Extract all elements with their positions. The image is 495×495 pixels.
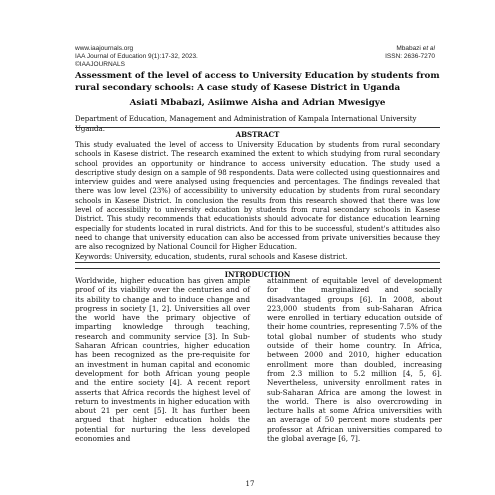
introduction-column-right: attainment of equitable level of development for the marginalized and socially disadvantaged groups [6]. In 2008, about 223,000 students from sub-Saharan Africa were enrolled in tertiary education outside of their home countries, representing 7.5% of the total global number of students who study outside of their home country. In Africa, between 2000 and 2010, higher education enrollment more than doubled, increasing from 2.3 million to 5.2 million [4, 5, 6]. Nevertheless, university enrollment rates in sub-Saharan Africa are among the lowest in the world. There is also overcrowding in lecture halls at some Africa universities with an average of 50 percent more students per professor at African universities compared to the global average [6, 7]. xyxy=(267,276,442,444)
page-number: 17 xyxy=(245,480,255,488)
paper-authors: Asiati Mbabazi, Asiimwe Aisha and Adrian Mwesigye xyxy=(129,98,386,108)
running-header xyxy=(360,45,435,61)
running-author-etal: et al xyxy=(422,45,435,52)
introduction-heading: INTRODUCTION xyxy=(75,268,440,279)
journal-citation: IAA Journal of Education 9(1):17-32, 2023. xyxy=(75,53,198,60)
running-author xyxy=(360,45,435,53)
abstract-heading: ABSTRACT xyxy=(235,130,280,139)
paper-title: Assessment of the level of access to University Education by students from rural secondary schools: A case study of Kasese District in Uganda xyxy=(75,71,440,93)
paper-affiliation: Department of Education, Management and Administration of Kampala International University Uganda. xyxy=(75,115,417,133)
journal-header xyxy=(75,45,198,69)
running-author-name: Mbabazi xyxy=(396,45,421,52)
issn: ISSN: 2636-7270 xyxy=(385,53,435,60)
introduction-column-left: Worldwide, higher education has given ample proof of its viability over the centuries and of its ability to change and to induce change and progress in society [1, 2]. Universities all over the world have the primary objective of imparting knowledge through teaching, research and community service [3]. In Sub-Saharan African countries, higher education has been recognized as the pre-requisite for an investment in human capital and economic development for both African young people and the entire society [4]. A recent report asserts that Africa records the highest level of return to investments in higher education with about 21 per cent [5]. It has further been argued that higher education holds the potential for nurturing the less developed economies and xyxy=(75,276,250,444)
keywords: Keywords: University, education, students, rural schools and Kasese district. xyxy=(75,252,348,261)
abstract-section xyxy=(75,127,440,263)
abstract-text: This study evaluated the level of access to University Education by students from rural secondary schools in Kasese district. The research examined the extent to which studying from rural secondary school provides an opportunity or hindrance to access university education. The study used a descriptive study design on a sample of 98 respondents. Data were collected using questionnaires and interview guides and were analysed using frequencies and percentages. The findings revealed that there was low level (23%) of accessibility to university education by students from rural secondary schools in Kasese District. In conclusion the results from this research showed that there was low level of accessibility to university education by students from rural secondary schools in Kasese District. This study recommends that educationists should advocate for distance education learning especially for students located in rural districts. And for this to be successful, student's attitudes also need to change that university education can also be accessed from private universities because they are also recognized by National Council for Higher Education. xyxy=(75,141,440,252)
journal-url: www.iaajournals.org xyxy=(75,45,134,52)
journal-copyright: ©IAAJOURNALS xyxy=(75,61,125,68)
